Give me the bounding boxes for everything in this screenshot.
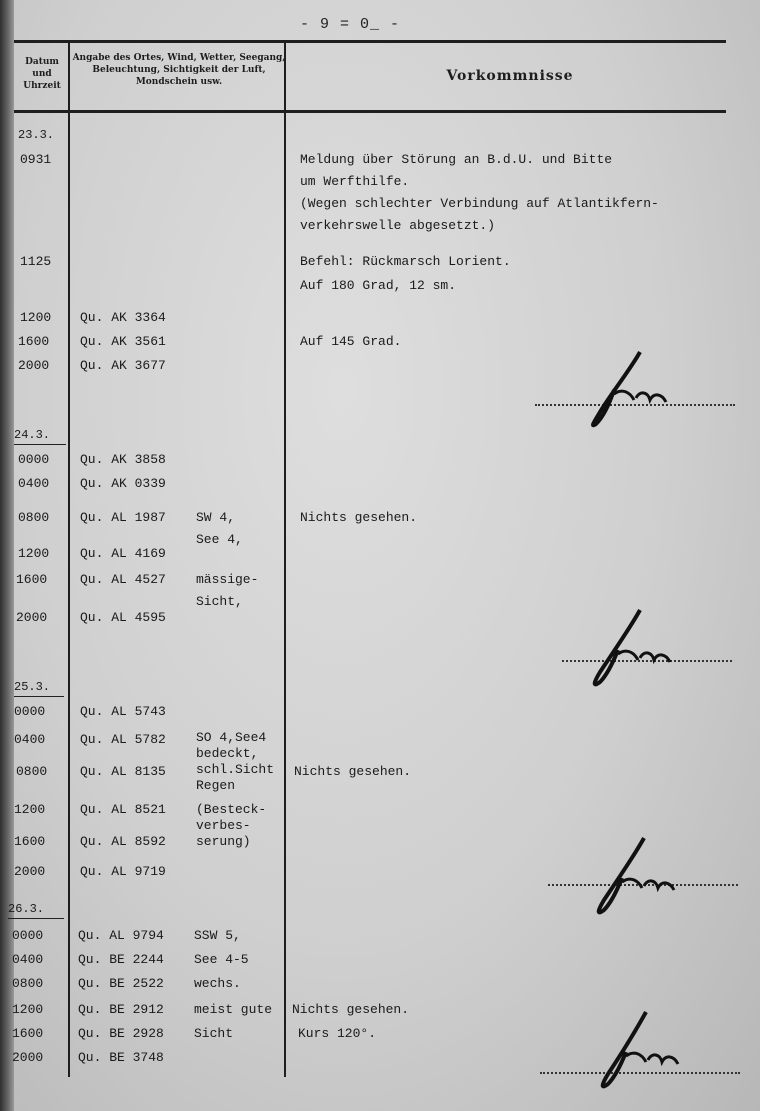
time-cell: 0400 [14, 732, 46, 747]
date-label: 23.3. [18, 128, 55, 142]
weather-cell: meist gute [194, 1002, 273, 1017]
time-cell: 1600 [18, 334, 50, 349]
time-cell: 0800 [12, 976, 44, 991]
date-label: 24.3. [14, 428, 51, 442]
time-cell: 1125 [20, 254, 52, 269]
position-cell: Qu. BE 2928 [78, 1026, 164, 1041]
position-cell: Qu. AK 0339 [80, 476, 166, 491]
event-line: Auf 180 Grad, 12 sm. [300, 278, 457, 293]
time-cell: 0800 [16, 764, 48, 779]
event-line: Befehl: Rückmarsch Lorient. [300, 254, 511, 269]
time-cell: 0000 [12, 928, 44, 943]
date-underline [8, 918, 64, 919]
event-line: verkehrswelle abgesetzt.) [300, 218, 496, 233]
event-line: Nichts gesehen. [292, 1002, 410, 1017]
position-cell: Qu. AL 9794 [78, 928, 164, 943]
signature-mark [578, 836, 688, 916]
position-cell: Qu. BE 2244 [78, 952, 164, 967]
time-cell: 1200 [12, 1002, 44, 1017]
header-events: Vorkommnisse [446, 68, 574, 84]
weather-cell: SW 4, [196, 510, 236, 525]
time-cell: 1200 [18, 546, 50, 561]
position-cell: Qu. AL 4169 [80, 546, 166, 561]
time-cell: 0400 [18, 476, 50, 491]
weather-cell: wechs. [194, 976, 241, 991]
position-cell: Qu. AL 4595 [80, 610, 166, 625]
position-cell: Qu. AK 3561 [80, 334, 166, 349]
time-cell: 2000 [12, 1050, 44, 1065]
time-cell: 2000 [16, 610, 48, 625]
weather-cell: See 4-5 [194, 952, 249, 967]
date-underline [14, 696, 64, 697]
header-bottom-rule [14, 110, 726, 113]
page-number: - 9 = 0_ - [300, 16, 401, 33]
position-cell: Qu. BE 3748 [78, 1050, 164, 1065]
time-cell: 1600 [12, 1026, 44, 1041]
position-cell: Qu. AK 3364 [80, 310, 166, 325]
time-cell: 0400 [12, 952, 44, 967]
time-cell: 1600 [16, 572, 48, 587]
position-cell: Qu. AL 1987 [80, 510, 166, 525]
weather-cell: SSW 5, [194, 928, 241, 943]
time-cell: 0800 [18, 510, 50, 525]
binding-shadow [0, 0, 14, 1111]
header-location-weather: Angabe des Ortes, Wind, Wetter, Seegang, Beleuchtung, Sichtigkeit der Luft, Mondschein usw. [72, 53, 286, 87]
time-cell: 0931 [20, 152, 52, 167]
time-cell: 2000 [14, 864, 46, 879]
weather-cell: Sicht [194, 1026, 234, 1041]
event-line: (Wegen schlechter Verbindung auf Atlantikfern- [300, 196, 659, 211]
position-cell: Qu. AL 4527 [80, 572, 166, 587]
date-label: 26.3. [8, 902, 45, 916]
weather-cell: SO 4,See4 [196, 730, 267, 745]
event-line: Nichts gesehen. [294, 764, 412, 779]
position-cell: Qu. AL 8592 [80, 834, 166, 849]
event-line: Auf 145 Grad. [300, 334, 402, 349]
position-cell: Qu. AL 8135 [80, 764, 166, 779]
signature-mark [570, 350, 680, 430]
weather-cell: bedeckt, [196, 746, 259, 761]
position-cell: Qu. AK 3677 [80, 358, 166, 373]
position-cell: Qu. AL 9719 [80, 864, 166, 879]
time-cell: 0000 [14, 704, 46, 719]
signature-mark [578, 608, 688, 688]
weather-cell: mässige- [196, 572, 259, 587]
position-cell: Qu. AL 5743 [80, 704, 166, 719]
position-cell: Qu. BE 2912 [78, 1002, 164, 1017]
position-cell: Qu. AL 5782 [80, 732, 166, 747]
time-cell: 1200 [20, 310, 52, 325]
weather-cell: serung) [196, 834, 251, 849]
time-cell: 2000 [18, 358, 50, 373]
top-rule [14, 40, 726, 43]
weather-cell: schl.Sicht [196, 762, 275, 777]
event-line: um Werfthilfe. [300, 174, 410, 189]
weather-cell: verbes- [196, 818, 251, 833]
time-cell: 0000 [18, 452, 50, 467]
time-cell: 1200 [14, 802, 46, 817]
position-cell: Qu. BE 2522 [78, 976, 164, 991]
weather-cell: Regen [196, 778, 236, 793]
position-cell: Qu. AL 8521 [80, 802, 166, 817]
event-line: Nichts gesehen. [300, 510, 418, 525]
weather-cell: See 4, [196, 532, 243, 547]
column-rule-2 [284, 42, 286, 1077]
column-rule-1 [68, 42, 70, 1077]
date-underline [14, 444, 66, 445]
weather-cell: Sicht, [196, 594, 243, 609]
position-cell: Qu. AK 3858 [80, 452, 166, 467]
signature-mark [586, 1010, 696, 1090]
time-cell: 1600 [14, 834, 46, 849]
date-label: 25.3. [14, 680, 51, 694]
event-line: Kurs 120°. [298, 1026, 377, 1041]
header-date-time: Datum und Uhrzeit [23, 57, 61, 91]
weather-cell: (Besteck- [196, 802, 267, 817]
event-line: Meldung über Störung an B.d.U. und Bitte [300, 152, 613, 167]
